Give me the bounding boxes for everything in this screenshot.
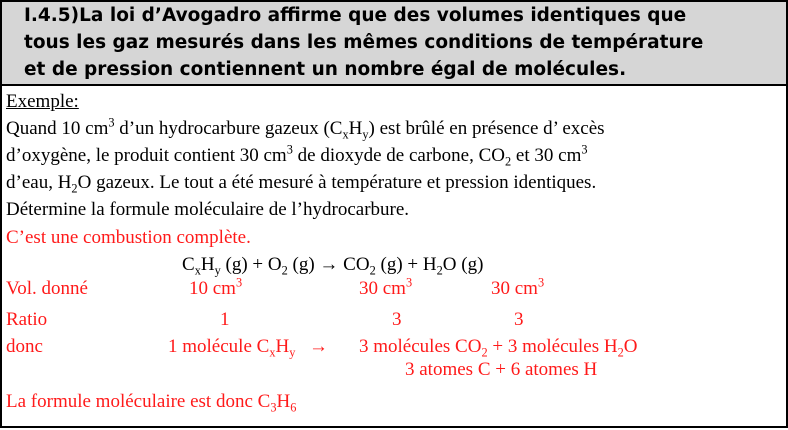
ratio-hydrocarbon: 1 xyxy=(220,309,230,330)
atom-count: 3 atomes C + 6 atomes H xyxy=(405,359,598,380)
molecule-products: 3 molécules $CO_2 + 3$ molécules $H_2O$ xyxy=(359,336,638,360)
volume-hydrocarbon: 10 $cm^3$ xyxy=(189,275,243,299)
molecule-hydrocarbon: 1 molécule $C_xH_y$ xyxy=(168,336,296,360)
problem-line-3: d’eau, $H_2O$ gazeux. Le tout a été mesuré à température et pression identiques. xyxy=(6,172,597,196)
ratio-label: Ratio xyxy=(6,309,48,330)
volume-label: Vol. donné xyxy=(6,278,88,299)
volume-co2: 30 $cm^3$ xyxy=(359,275,413,299)
header-line-2: tous les gaz mesurés dans les mêmes conditions de température xyxy=(24,32,704,53)
chemical-equation: $C_xH_y$ $(g) + O_2$ $(g) \to CO_2$ $(g) + H_2O$ (g) xyxy=(182,254,484,278)
example-label: Exemple: xyxy=(6,91,79,112)
donc-label: donc xyxy=(6,336,43,357)
header-line-3: et de pression contiennent un nombre égal de molécules. xyxy=(24,59,627,80)
solution-intro: C’est une combustion complète. xyxy=(6,227,251,248)
section-header xyxy=(0,0,788,86)
example-card xyxy=(0,84,788,428)
ratio-co2: 3 xyxy=(392,309,402,330)
problem-line-4: Détermine la formule moléculaire de l’hydrocarbure. xyxy=(6,199,410,220)
volume-h2o: 30 $cm^3$ xyxy=(491,275,545,299)
header-line-1: I.4.5)La loi d’Avogadro affirme que des volumes identiques que xyxy=(24,5,687,26)
ratio-h2o: 3 xyxy=(514,309,524,330)
problem-line-1: Quand 10 $cm^3$ d’un hydrocarbure gazeux $(C_xH_y)$ est brûlé en présence d’ excès xyxy=(6,115,605,142)
problem-line-2: d’oxygène, le produit contient 30 $cm^3$ de dioxyde de carbone, $CO_2$ et 30 $cm^3$ xyxy=(6,142,588,169)
final-formula: La formule moléculaire est donc $C_3H_6$ xyxy=(6,391,297,415)
arrow: → xyxy=(309,336,328,357)
